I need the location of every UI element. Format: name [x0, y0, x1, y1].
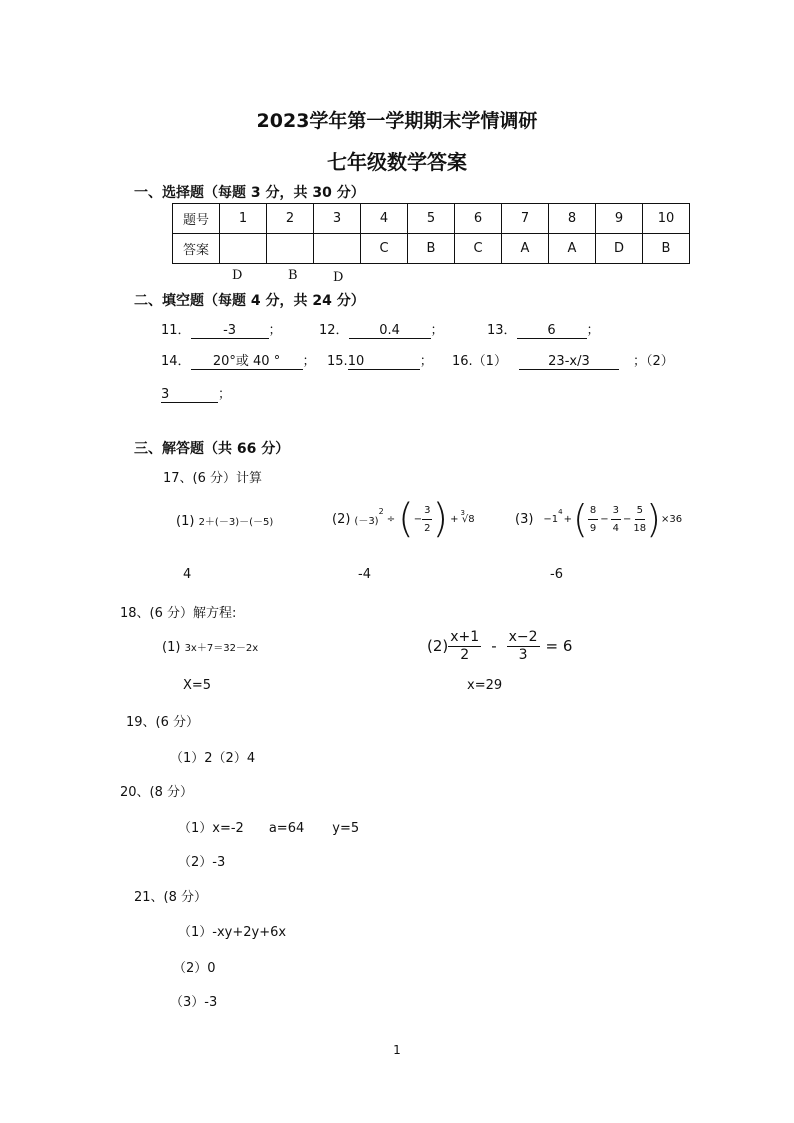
table-cell: C: [361, 234, 408, 264]
fraction: [588, 502, 598, 537]
q19-answer: （1）2（2）4: [170, 751, 256, 766]
q17-answer-1: 4: [183, 567, 192, 582]
q18-p1-label: (1): [162, 640, 181, 655]
q17-answer-2: -4: [358, 567, 371, 582]
q17-p2-base: (－3): [354, 515, 379, 527]
fill-row-3: [161, 383, 231, 403]
denominator: 18: [633, 522, 647, 534]
q18-p1-expression: 3x＋7＝32－2x: [184, 643, 259, 654]
table-cell: A: [502, 234, 549, 264]
left-paren: (: [573, 497, 588, 541]
denominator: 2: [424, 522, 431, 534]
fraction: [448, 629, 481, 664]
q16-1-answer: 23-x/3: [519, 354, 619, 370]
q18-title: 18、(6 分）解方程:: [120, 606, 237, 621]
table-cell: B: [408, 234, 455, 264]
table-row-answers: [173, 234, 690, 264]
q20-a1-a: a=64: [268, 821, 305, 836]
fill-row-1c: [487, 319, 600, 339]
q11-label: 11．: [161, 323, 191, 338]
document-title: 2023学年第一学期期末学情调研: [256, 110, 538, 132]
fraction: [507, 629, 540, 664]
table-cell: C: [455, 234, 502, 264]
separator: ；: [430, 323, 444, 338]
fill-row-1b: [319, 319, 444, 339]
denominator: 9: [589, 522, 597, 534]
table-cell: D: [596, 234, 643, 264]
table-cell: 5: [408, 204, 455, 234]
right-paren: ): [646, 497, 661, 541]
radical: √8: [461, 513, 475, 525]
table-cell: 7: [502, 204, 549, 234]
answer-table: [172, 203, 690, 264]
q17-part3: [515, 497, 682, 541]
table-header-cell: 答案: [173, 234, 220, 264]
handwritten-answer: D: [232, 268, 243, 283]
q17-p3-lead: −1: [543, 513, 559, 525]
q21-answer-3: （3）-3: [170, 995, 218, 1010]
right-paren: ): [432, 496, 449, 542]
q18-answer-1: X=5: [183, 678, 212, 693]
q20-a1-y: y=5: [332, 821, 360, 836]
q18-part2: [427, 626, 572, 666]
document-subtitle: 七年级数学答案: [327, 150, 467, 174]
q17-part1: [176, 513, 273, 529]
numerator: 3: [611, 502, 621, 520]
q15-label: 15.: [327, 354, 348, 369]
q17-title: 17、(6 分）计算: [163, 471, 263, 486]
q14-label: 14．: [161, 354, 191, 369]
page-number: 1: [393, 1043, 401, 1057]
q17-p2-minus: −: [413, 513, 423, 525]
q16-label: 16.（1）: [452, 354, 507, 369]
q21-answer-2: （2）0: [173, 961, 216, 976]
section1-heading: 一、选择题（每题 3 分，共 30 分）: [134, 185, 365, 201]
table-cell: 1: [220, 204, 267, 234]
fraction: [633, 502, 646, 537]
numerator: 5: [635, 502, 645, 520]
table-cell: B: [643, 234, 690, 264]
q13-label: 13．: [487, 323, 517, 338]
numerator: x+1: [450, 628, 480, 645]
table-cell: 3: [314, 204, 361, 234]
handwritten-answer: B: [288, 268, 298, 283]
table-cell: 9: [596, 204, 643, 234]
q17-p3-exponent: 4: [558, 508, 563, 516]
q17-answer-3: -6: [550, 567, 563, 582]
q20-a1-x: x=-2: [212, 821, 244, 836]
q17-p1-label: (1): [176, 514, 195, 529]
q12-answer: 0.4: [349, 323, 431, 339]
table-cell: [267, 234, 314, 264]
q17-p2-label: (2): [332, 511, 351, 527]
table-cell: 6: [455, 204, 502, 234]
q14-answer: 20°或 40 °: [191, 354, 303, 370]
q17-part2: [332, 497, 475, 541]
fill-row-2c: [452, 350, 674, 370]
numerator: 3: [422, 502, 432, 520]
fill-row-2a: [161, 350, 316, 370]
section2-heading: 二、填空题（每题 4 分，共 24 分）: [134, 293, 365, 309]
q13-answer: 6: [517, 323, 587, 339]
q17-p2-plus: +: [450, 513, 459, 525]
q18-p2-label: (2): [427, 637, 449, 655]
q17-p1-expression: 2＋(－3)－(－5): [198, 517, 274, 528]
q17-p2-div: ÷: [386, 513, 396, 525]
separator: ；: [419, 354, 433, 369]
q17-p2-exponent: 2: [378, 506, 384, 516]
numerator: x−2: [508, 628, 538, 645]
q16-2-label: ；（2）: [632, 354, 674, 369]
table-cell: 8: [549, 204, 596, 234]
fraction: [611, 502, 621, 537]
q11-answer: -3: [191, 323, 269, 339]
q12-label: 12．: [319, 323, 349, 338]
separator: ；: [586, 323, 600, 338]
table-cell: [220, 234, 267, 264]
left-paren: (: [398, 496, 414, 542]
table-cell: 10: [643, 204, 690, 234]
separator: ；: [302, 354, 316, 369]
minus-sign: -: [491, 637, 497, 655]
q20-answer-1: [178, 817, 359, 836]
fill-row-1: [161, 319, 282, 339]
q20-answer-2: （2）-3: [178, 855, 226, 870]
q15-answer: 10: [348, 354, 420, 370]
table-cell: 2: [267, 204, 314, 234]
q21-answer-1: （1）-xy+2y+6x: [178, 925, 287, 940]
separator: ；: [218, 387, 232, 402]
equation-rhs: = 6: [545, 637, 573, 655]
separator: ；: [268, 323, 282, 338]
q17-p3-label: (3): [515, 511, 534, 527]
table-cell: A: [549, 234, 596, 264]
q18-answer-2: x=29: [467, 678, 503, 693]
fill-row-2b: [327, 350, 433, 370]
q19-title: 19、(6 分）: [126, 715, 200, 730]
q16-2-answer: 3: [161, 387, 218, 403]
minus-sign: −: [623, 513, 632, 525]
denominator: 2: [460, 646, 470, 663]
handwritten-answer: D: [333, 270, 344, 285]
section3-heading: 三、解答题（共 66 分）: [134, 441, 290, 457]
numerator: 8: [588, 502, 598, 520]
q17-p3-plus: +: [563, 513, 573, 525]
denominator: 3: [518, 646, 528, 663]
fraction: [422, 502, 432, 537]
table-cell: 4: [361, 204, 408, 234]
q20-title: 20、(8 分）: [120, 785, 194, 800]
q18-part1: [162, 639, 258, 655]
denominator: 4: [612, 522, 619, 534]
root-index: 3: [460, 509, 465, 517]
q17-p3-tail: ×36: [660, 513, 683, 525]
table-header-cell: 题号: [173, 204, 220, 234]
table-row-numbers: [173, 204, 690, 234]
table-cell: [314, 234, 361, 264]
minus-sign: −: [600, 513, 609, 525]
q21-title: 21、(8 分）: [134, 890, 208, 905]
q20-a1-label: （1）: [178, 821, 213, 836]
